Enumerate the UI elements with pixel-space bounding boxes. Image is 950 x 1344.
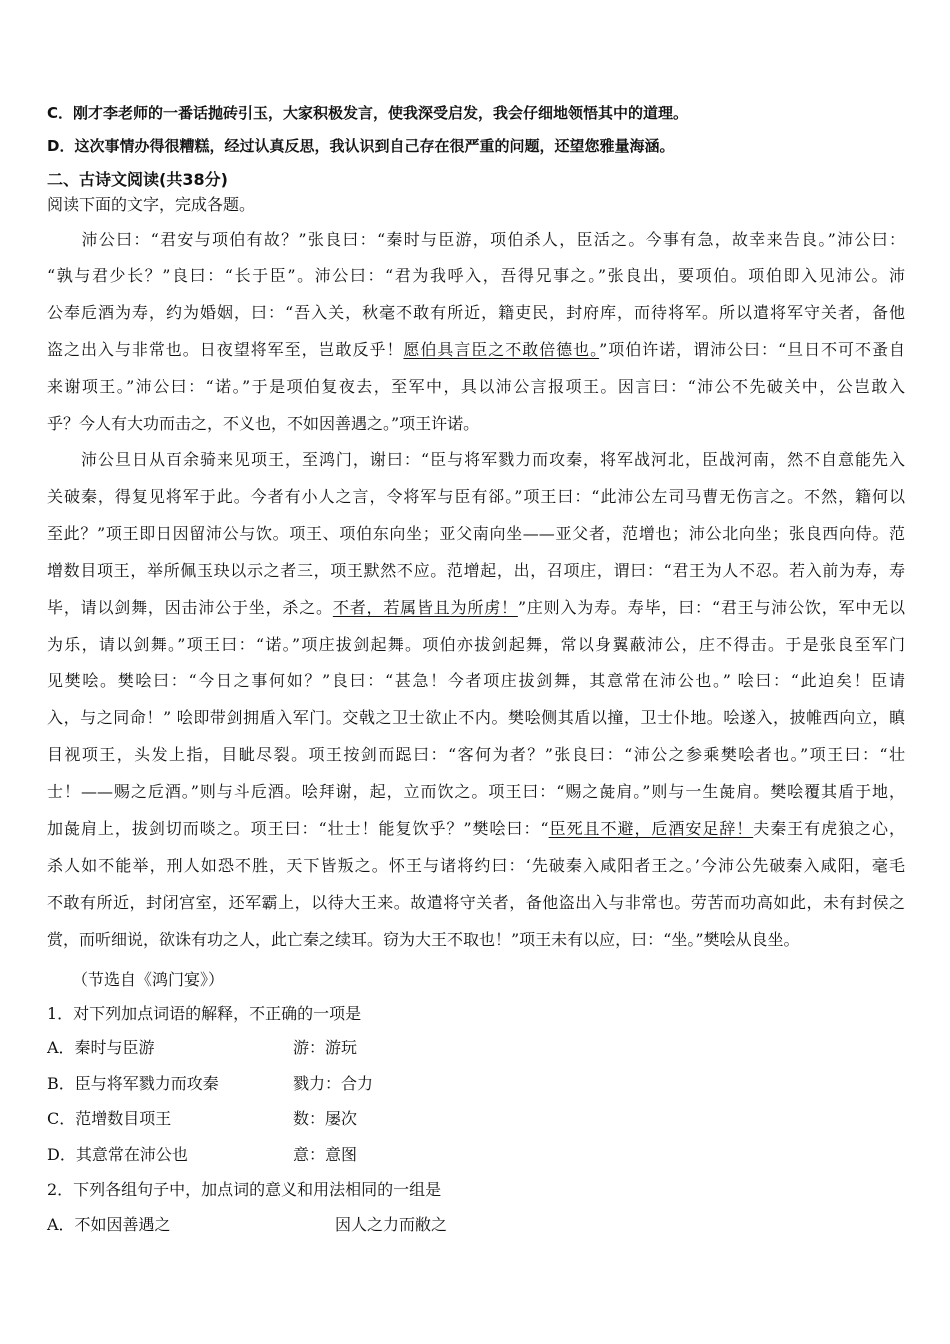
passage-text: 乎？今人有大功而击之，不义也，不如因善遇之。”项王许诺。 bbox=[47, 414, 480, 433]
question-2-stem: 2．下列各组句子中，加点词的意义和用法相同的一组是 bbox=[47, 1180, 442, 1199]
passage-text: 见樊哙。樊哙曰：“今日之事何如？”良曰：“甚急！今者项庄拔剑舞，其意常在沛公也。” 哙曰：“此迫矣！臣请 bbox=[47, 671, 905, 690]
question-1-stem: 1．对下列加点词语的解释，不正确的一项是 bbox=[47, 1004, 362, 1023]
passage-text: 来谢项王。”沛公曰：“诺。”于是项伯复夜去，至军中，具以沛公言报项王。因言曰：“沛公不先破关中，公岂敢入 bbox=[47, 377, 905, 396]
q2-option-a: A．不如因善遇之 bbox=[47, 1215, 171, 1234]
passage-text: ”项伯许诺，谓沛公曰：“旦日不可不蚤自 bbox=[599, 340, 905, 359]
passage-text: 关破秦，得复见将军于此。今者有小人之言，令将军与臣有郤。”项王曰：“此沛公左司马曹无伤言之。不然，籍何以 bbox=[47, 487, 905, 506]
passage-text: 夫秦王有虎狼之心， bbox=[753, 819, 905, 838]
option-c: C．刚才李老师的一番话抛砖引玉，大家积极发言，使我深受启发，我会仔细地领悟其中的道理。 bbox=[47, 104, 689, 122]
q1-option-d-explanation: 意：意图 bbox=[293, 1145, 358, 1164]
passage-line bbox=[47, 745, 905, 765]
passage-text: 士！——赐之卮酒。”则与斗卮酒。哙拜谢，起，立而饮之。项王曰：“赐之彘肩。”则与一生彘肩。樊哙覆其盾于地， bbox=[47, 782, 905, 801]
passage-line bbox=[47, 230, 905, 250]
passage-text: 毕，请以剑舞，因击沛公于坐，杀之。 bbox=[47, 598, 333, 617]
option-d: D．这次事情办得很糟糕，经过认真反思，我认识到自己存在很严重的问题，还望您雅量海涵。 bbox=[47, 137, 675, 155]
instruction: 阅读下面的文字，完成各题。 bbox=[47, 195, 256, 214]
passage-line bbox=[47, 819, 905, 839]
passage-line bbox=[47, 708, 905, 728]
q1-option-c: C．范增数目项王 bbox=[47, 1109, 172, 1128]
passage-line bbox=[47, 598, 905, 618]
passage-text: 加彘肩上，拔剑切而啖之。项王曰：“壮士！能复饮乎？”樊哙曰：“ bbox=[47, 819, 549, 838]
passage-line bbox=[47, 671, 905, 691]
passage-text: 盗之出入与非常也。日夜望将军至，岂敢反乎！ bbox=[47, 340, 404, 359]
q1-option-d: D．其意常在沛公也 bbox=[47, 1145, 188, 1164]
passage-line bbox=[47, 893, 905, 913]
q1-option-a: A．秦时与臣游 bbox=[47, 1038, 155, 1057]
q1-option-a-explanation: 游：游玩 bbox=[293, 1038, 358, 1057]
passage-text: ”庄则入为寿。寿毕，曰：“君王与沛公饮，军中无以 bbox=[517, 598, 905, 617]
passage-text: 目视项王，头发上指，目眦尽裂。项王按剑而跽曰：“客何为者？”张良曰：“沛公之参乘樊哙者也。”项王曰：“壮 bbox=[47, 745, 905, 764]
passage-text: 公奉卮酒为寿，约为婚姻，曰：“吾入关，秋毫不敢有所近，籍吏民，封府库，而待将军。所以遣将军守关者，备他 bbox=[47, 303, 905, 322]
underlined-sentence: 不者，若属皆且为所虏！ bbox=[332, 598, 518, 617]
passage-text: 沛公旦日从百余骑来见项王，至鸿门，谢曰：“臣与将军戮力而攻秦，将军战河北，臣战河南，然不自意能先入 bbox=[47, 450, 905, 469]
passage-text: 至此？”项王即日因留沛公与饮。项王、项伯东向坐；亚父南向坐——亚父者，范增也；沛公北向坐；张良西向侍。范 bbox=[47, 524, 905, 543]
passage-line bbox=[47, 856, 905, 876]
passage-line bbox=[47, 487, 905, 507]
passage-text: 赏，而听细说，欲诛有功之人，此亡秦之续耳。窃为大王不取也！”项王未有以应，曰：“坐。”樊哙从良坐。 bbox=[47, 930, 800, 949]
passage-line bbox=[47, 303, 905, 323]
passage-line bbox=[47, 930, 905, 950]
q2-option-a-compare: 因人之力而敝之 bbox=[335, 1215, 448, 1234]
underlined-sentence: 臣死且不避，卮酒安足辞！ bbox=[548, 819, 754, 838]
passage-text: 不敢有所近，封闭宫室，还军霸上，以待大王来。故遣将守关者，备他盗出入与非常也。劳苦而功高如此，未有封侯之 bbox=[47, 893, 905, 912]
passage-line bbox=[47, 782, 905, 802]
passage-line bbox=[47, 524, 905, 544]
passage-text: 入，与之同命！” 哙即带剑拥盾入军门。交戟之卫士欲止不内。樊哙侧其盾以撞，卫士仆地。哙遂入，披帷西向立，瞋 bbox=[47, 708, 905, 727]
passage-line bbox=[47, 561, 905, 581]
underlined-sentence: 愿伯具言臣之不敢倍德也。 bbox=[403, 340, 600, 359]
passage-line bbox=[47, 340, 905, 360]
passage-text: 杀人如不能举，刑人如恐不胜，天下皆叛之。怀王与诸将约曰：‘先破秦入咸阳者王之。’今沛公先破秦入咸阳，毫毛 bbox=[47, 856, 905, 875]
q1-option-b-explanation: 戮力：合力 bbox=[293, 1074, 374, 1093]
q1-option-b: B．臣与将军戮力而攻秦 bbox=[47, 1074, 219, 1093]
passage-text: “孰与君少长？”良曰：“长于臣”。沛公曰：“君为我呼入，吾得兄事之。”张良出，要项伯。项伯即入见沛公。沛 bbox=[47, 266, 905, 285]
passage-line bbox=[47, 377, 905, 397]
passage-line bbox=[47, 450, 905, 470]
section-title: 二、古诗文阅读(共38分) bbox=[47, 170, 228, 189]
passage-text: 为乐，请以剑舞。”项王曰：“诺。”项庄拔剑起舞。项伯亦拔剑起舞，常以身翼蔽沛公，庄不得击。于是张良至军门 bbox=[47, 635, 905, 654]
passage-text: 沛公曰：“君安与项伯有故？”张良曰：“秦时与臣游，项伯杀人，臣活之。今事有急，故幸来告良。”沛公曰： bbox=[47, 230, 905, 249]
passage-line bbox=[47, 414, 905, 434]
q1-option-c-explanation: 数：屡次 bbox=[293, 1109, 358, 1128]
passage-line bbox=[47, 266, 905, 286]
passage-text: 增数目项王，举所佩玉玦以示之者三，项王默然不应。范增起，出，召项庄，谓曰：“君王为人不忍。若入前为寿，寿 bbox=[47, 561, 905, 580]
source-note: （节选自《鸿门宴》） bbox=[72, 970, 225, 989]
passage-line bbox=[47, 635, 905, 655]
